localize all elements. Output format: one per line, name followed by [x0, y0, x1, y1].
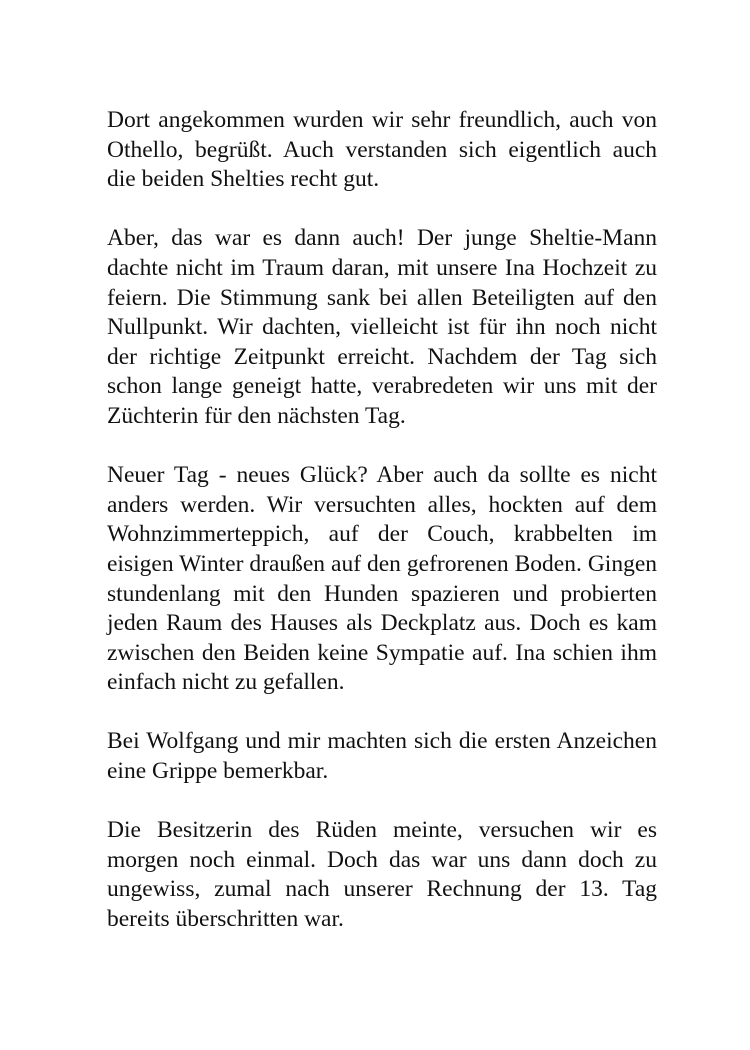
paragraph-first-attempt: Aber, das war es dann auch! Der junge Sheltie-Mann dachte nicht im Traum daran, mit unsere Ina Hochzeit zu feiern. Die Stimmung sank bei allen Beteiligten auf den Nullpunkt. Wir dachten, vielleicht ist für ihn noch nicht der richtige Zeitpunkt erreicht. Nachdem der Tag sich schon lange geneigt hatte, verabredeten wir uns mit der Züchterin für den nächsten Tag.: [107, 225, 657, 429]
paragraph-next-day: Neuer Tag - neues Glück? Aber auch da sollte es nicht anders werden. Wir versuchten alles, hockten auf dem Wohnzimmerteppich, auf der Couch, krabbelten im eisigen Winter draußen auf den gefrorenen Boden. Gingen stundenlang mit den Hunden spazieren und probierten jeden Raum des Hauses als Deckplatz aus. Doch es kam zwischen den Beiden keine Sympatie auf. Ina schien ihm einfach nicht zu gefallen.: [107, 462, 657, 696]
paragraph-flu-symptoms: Bei Wolfgang und mir machten sich die ersten Anzeichen eine Grippe bemerkbar.: [107, 728, 657, 785]
paragraph-decision: Die Besitzerin des Rüden meinte, versuchen wir es morgen noch einmal. Doch das war uns dann doch zu ungewiss, zumal nach unserer Rechnung der 13. Tag bereits überschritten war.: [107, 817, 657, 933]
body-text: [107, 106, 657, 935]
paragraph-arrival: Dort angekommen wurden wir sehr freundlich, auch von Othello, begrüßt. Auch verstanden sich eigentlich auch die beiden Shelties recht gut.: [107, 107, 657, 193]
